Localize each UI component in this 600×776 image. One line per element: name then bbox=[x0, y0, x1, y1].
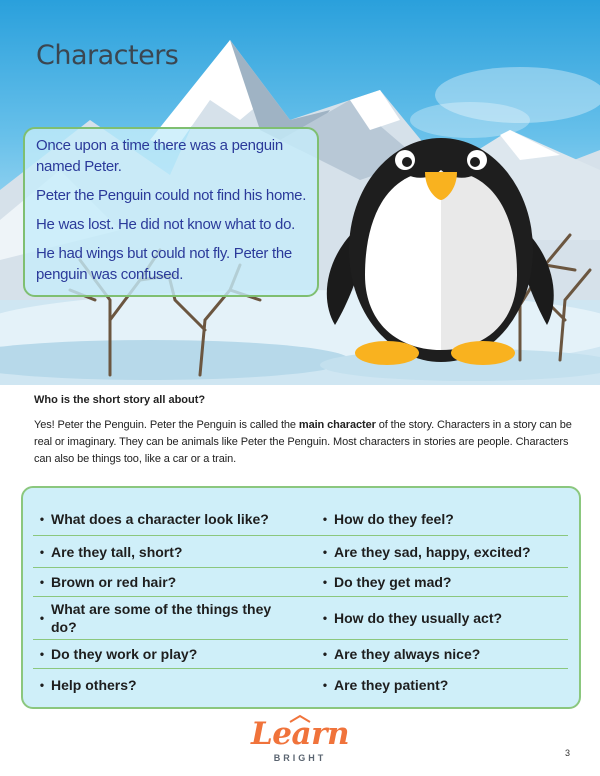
question-text: What are some of the things they do? bbox=[51, 601, 272, 635]
question-text: Help others? bbox=[51, 677, 137, 693]
story-line: Peter the Penguin could not find his home. bbox=[36, 187, 307, 204]
bullet-icon: • bbox=[39, 647, 45, 661]
bullet-icon: • bbox=[39, 575, 45, 589]
story-line: He was lost. He did not know what to do. bbox=[36, 216, 295, 233]
question-item bbox=[33, 502, 298, 535]
question-row bbox=[33, 568, 568, 597]
question-item bbox=[33, 597, 298, 639]
bullet-icon: • bbox=[322, 511, 328, 526]
paragraph-text: of the story. Characters in a story can be real or imaginary. They can be animals like Peter the Penguin. Most characters in stories are people. Characters can also be things too, like a car or a train. bbox=[34, 419, 572, 465]
learn-bright-logo bbox=[250, 716, 350, 770]
bullet-icon: • bbox=[39, 611, 45, 625]
intro-paragraph bbox=[34, 417, 574, 468]
question-text: Are they sad, happy, excited? bbox=[334, 543, 531, 560]
question-item bbox=[33, 669, 298, 701]
bullet-icon: • bbox=[322, 575, 328, 589]
question-item bbox=[33, 640, 298, 668]
page-title: Characters bbox=[36, 40, 179, 71]
question-item bbox=[316, 669, 566, 701]
question-item bbox=[33, 536, 298, 567]
question-text: Are they tall, short? bbox=[51, 543, 183, 560]
question-item bbox=[33, 568, 298, 596]
question-item bbox=[316, 502, 566, 535]
question-text: What does a character look like? bbox=[51, 510, 269, 527]
bullet-icon: • bbox=[322, 678, 328, 692]
hero-illustration bbox=[0, 0, 600, 385]
logo-wordmark: Learn bbox=[251, 716, 349, 752]
section-question: Who is the short story all about? bbox=[34, 394, 206, 406]
question-row bbox=[33, 536, 568, 568]
bullet-icon: • bbox=[39, 544, 45, 559]
question-text: How do they feel? bbox=[334, 510, 454, 527]
question-text: Brown or red hair? bbox=[51, 574, 177, 590]
logo-subtitle: BRIGHT bbox=[273, 753, 327, 763]
bullet-icon: • bbox=[322, 647, 328, 661]
story-line: Once upon a time there was a penguin named Peter. bbox=[36, 137, 283, 175]
page-number: 3 bbox=[565, 748, 571, 758]
story-line: He had wings but could not fly. Peter the penguin was confused. bbox=[36, 245, 292, 283]
question-row bbox=[33, 502, 568, 536]
question-text: Do they work or play? bbox=[51, 646, 198, 662]
question-row bbox=[33, 640, 568, 669]
question-item bbox=[316, 536, 566, 567]
question-item bbox=[316, 640, 566, 668]
question-item bbox=[316, 597, 566, 639]
bullet-icon: • bbox=[322, 611, 328, 625]
question-row bbox=[33, 669, 568, 701]
question-text: How do they usually act? bbox=[334, 610, 503, 626]
question-box bbox=[21, 486, 581, 709]
penguin-illustration bbox=[325, 110, 560, 370]
paragraph-text: Yes! Peter the Penguin. Peter the Penguin is called the bbox=[34, 419, 299, 431]
question-row bbox=[33, 597, 568, 640]
bullet-icon: • bbox=[39, 678, 45, 692]
question-text: Are they patient? bbox=[334, 677, 449, 693]
question-text: Are they always nice? bbox=[334, 646, 481, 662]
story-box bbox=[23, 127, 319, 297]
bullet-icon: • bbox=[322, 544, 328, 559]
question-text: Do they get mad? bbox=[334, 574, 452, 590]
bold-term: main character bbox=[298, 419, 376, 431]
bullet-icon: • bbox=[39, 511, 45, 526]
question-item bbox=[316, 568, 566, 596]
